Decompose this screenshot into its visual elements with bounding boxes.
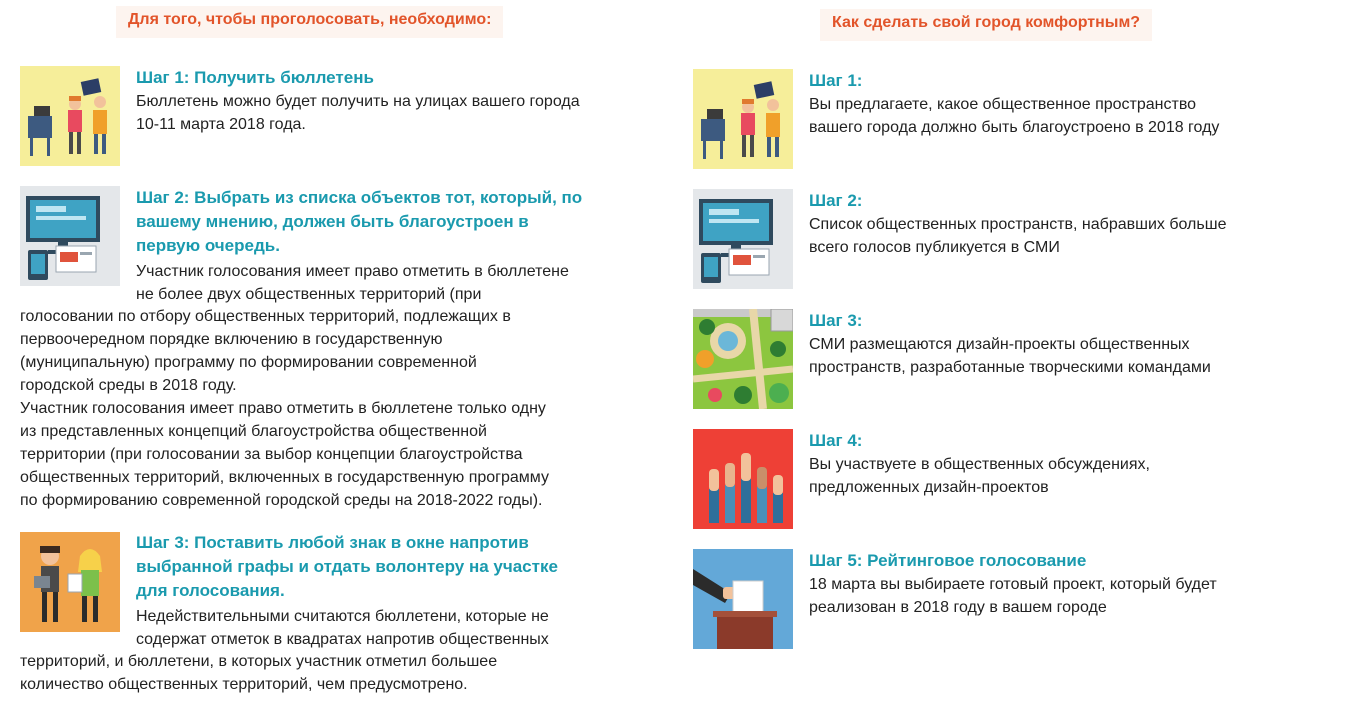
right-step4-title: Шаг 4: xyxy=(809,431,863,450)
right-step3-title: Шаг 3: xyxy=(809,311,863,330)
right-step2-text-line1: Список общественных пространств, набравших больше xyxy=(809,216,1227,233)
right-step1-text-line2: вашего города должно быть благоустроено в 2018 году xyxy=(809,119,1220,136)
right-step3-text-line2: пространств, разработанные творческими командами xyxy=(809,359,1211,376)
left-step2-p2-line2: из представленных концепций благоустройства общественной xyxy=(20,423,487,440)
left-step2-p1-line6: городской среды в 2018 году. xyxy=(20,377,237,394)
left-step3-title-line1: Шаг 3: Поставить любой знак в окне напротив xyxy=(136,533,529,552)
left-step2-p2-line1: Участник голосования имеет право отметить в бюллетене только одну xyxy=(20,400,546,417)
left-step2-p1-line4: первоочередном порядке включению в государственную xyxy=(20,331,443,348)
left-step3-text-line1: Недействительными считаются бюллетени, которые не xyxy=(136,608,549,625)
left-heading: Для того, чтобы проголосовать, необходимо: xyxy=(116,6,503,38)
computer-monitor-illustration-icon xyxy=(693,189,793,289)
left-step2-p2-line4: общественных территорий, включенных в государственную программу xyxy=(20,469,549,486)
right-step5-title: Шаг 5: Рейтинговое голосование xyxy=(809,551,1087,570)
volunteer-people-illustration-icon xyxy=(20,532,120,632)
right-step1-title: Шаг 1: xyxy=(809,71,863,90)
right-step1-text-line1: Вы предлагаете, какое общественное пространство xyxy=(809,96,1197,113)
ballot-box-illustration-icon xyxy=(693,549,793,649)
left-step2-p1-line1: Участник голосования имеет право отметить в бюллетене xyxy=(136,263,569,280)
left-step3-text-line4: количество общественных территорий, чем предусмотрено. xyxy=(20,676,468,693)
left-step2-p2-line5: по формированию современной городской среды на 2018-2022 годы). xyxy=(20,492,543,509)
left-step2-p2-line3: территории (при голосовании за выбор концепции благоустройства xyxy=(20,446,523,463)
right-step3-text-line1: СМИ размещаются дизайн-проекты общественных xyxy=(809,336,1190,353)
right-step2-title: Шаг 2: xyxy=(809,191,863,210)
left-step1-text: Бюллетень можно будет получить на улицах вашего города 10-11 марта 2018 года. xyxy=(136,93,580,133)
left-step2-p1-line2: не более двух общественных территорий (при xyxy=(136,286,482,303)
left-step2-p1-line5: (муниципальную) программу по формировании современной xyxy=(20,354,477,371)
right-step2-text-line2: всего голосов публикуется в СМИ xyxy=(809,239,1060,256)
right-heading: Как сделать свой город комфортным? xyxy=(820,9,1152,41)
park-plan-illustration-icon xyxy=(693,309,793,409)
left-step3-text-line3: территорий, и бюллетени, в которых участник отметил большее xyxy=(20,653,498,670)
voting-people-illustration-icon xyxy=(693,69,793,169)
left-step3-title-line2: выбранной графы и отдать волонтеру на участке xyxy=(136,557,558,576)
right-step4-text-line1: Вы участвуете в общественных обсуждениях, xyxy=(809,456,1150,473)
left-step2-p1-line3: голосовании по отбору общественных территорий, подлежащих в xyxy=(20,308,511,325)
left-step3-title-line3: для голосования. xyxy=(136,581,285,600)
right-step5-text-line2: реализован в 2018 году в вашем городе xyxy=(809,599,1107,616)
voting-people-illustration-icon xyxy=(20,66,120,166)
computer-monitor-illustration-icon xyxy=(20,186,120,286)
left-step2-title-line3: первую очередь. xyxy=(136,236,280,255)
left-step2-title-line1: Шаг 2: Выбрать из списка объектов тот, который, по xyxy=(136,188,583,207)
right-step4-text-line2: предложенных дизайн-проектов xyxy=(809,479,1049,496)
left-step3-text-line2: содержат отметок в квадратах напротив общественных xyxy=(136,631,549,648)
left-step2-title-line2: вашему мнению, должен быть благоустроен в xyxy=(136,212,529,231)
left-step1-title: Шаг 1: Получить бюллетень xyxy=(136,68,374,87)
right-step5-text-line1: 18 марта вы выбираете готовый проект, который будет xyxy=(809,576,1217,593)
raised-hands-illustration-icon xyxy=(693,429,793,529)
